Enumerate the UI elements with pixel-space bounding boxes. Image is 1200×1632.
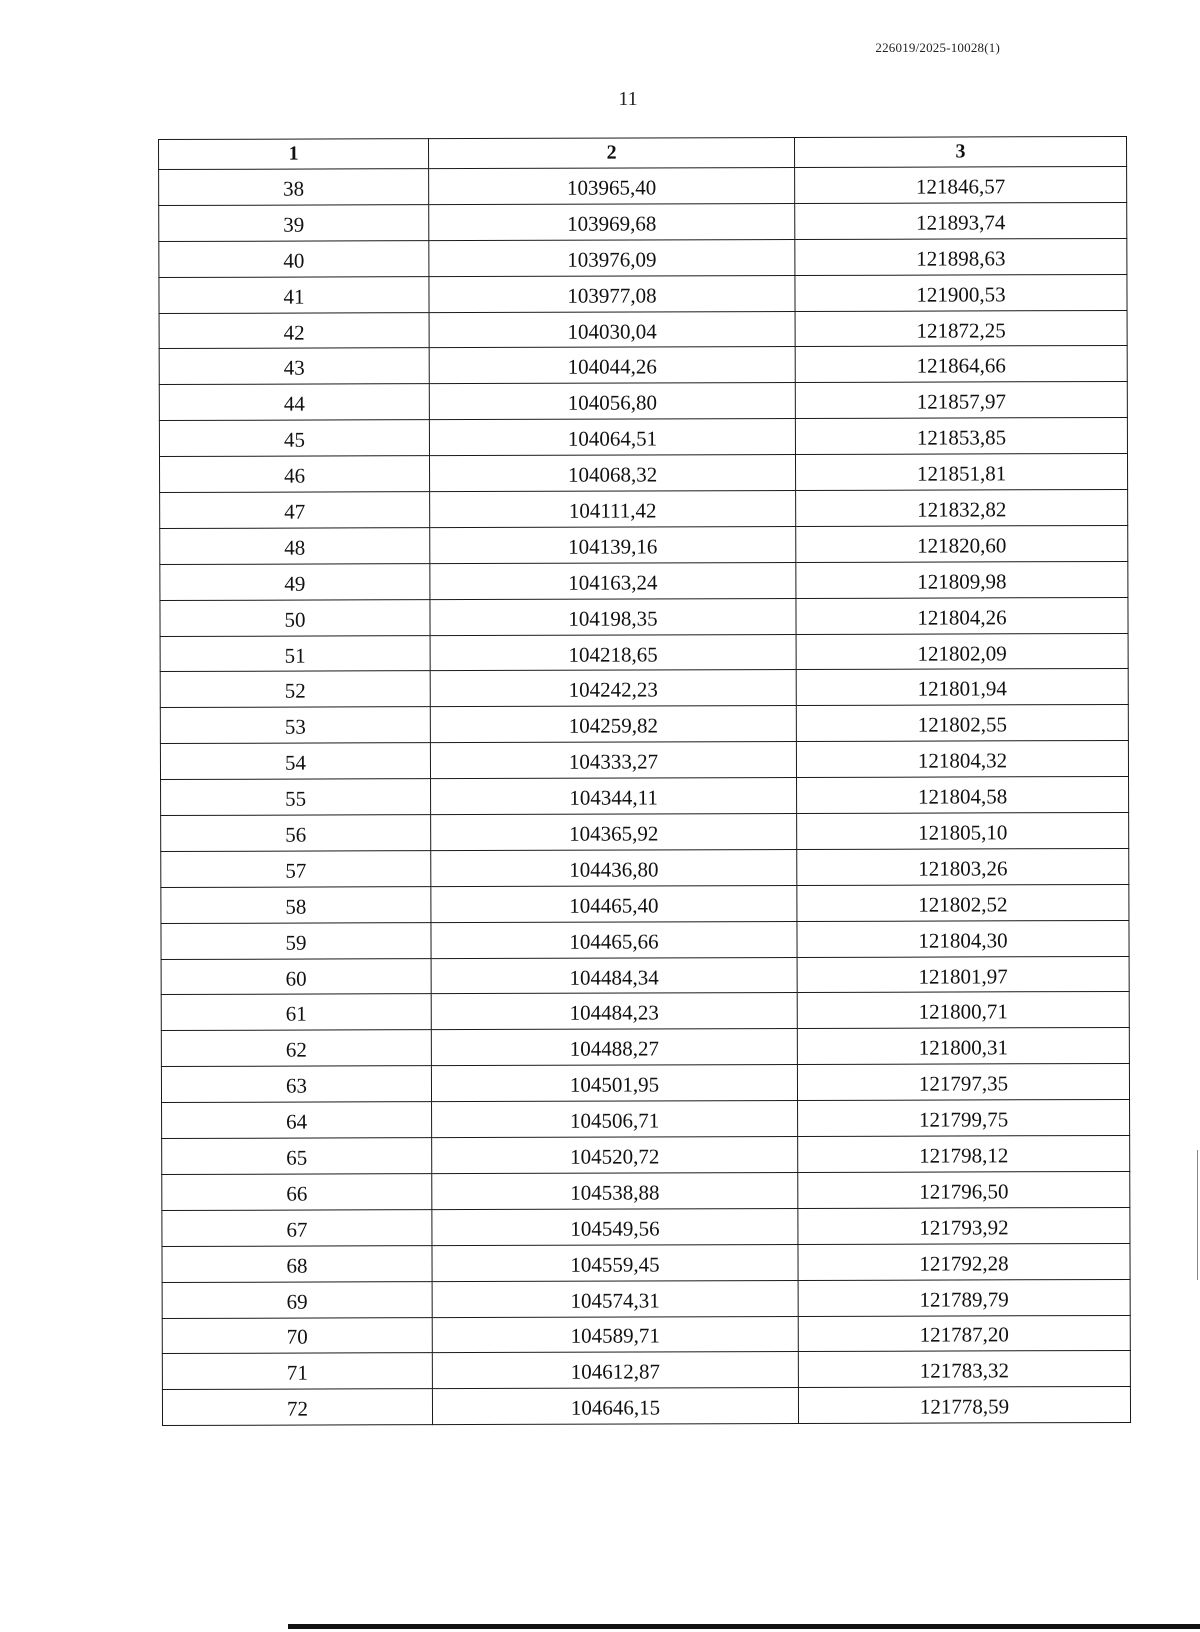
table-row <box>162 1100 1130 1139</box>
table-row <box>161 1064 1129 1103</box>
point-number-cell: 60 <box>161 958 431 995</box>
coordinate-y-cell: 121801,94 <box>796 669 1128 706</box>
point-number-cell: 61 <box>161 994 431 1031</box>
coordinate-y-cell: 121804,32 <box>796 741 1128 778</box>
coordinate-x-cell: 104068,32 <box>429 455 795 492</box>
coordinate-x-cell: 104612,87 <box>432 1352 798 1389</box>
coordinate-y-cell: 121898,63 <box>795 238 1127 275</box>
table-row <box>162 1315 1130 1354</box>
table-row <box>161 777 1129 816</box>
point-number-cell: 45 <box>159 420 429 457</box>
point-number-cell: 38 <box>159 169 429 206</box>
coordinate-y-cell: 121864,66 <box>795 346 1127 383</box>
coordinate-x-cell: 104488,27 <box>431 1029 797 1066</box>
table-row <box>161 1028 1129 1067</box>
coordinate-y-cell: 121872,25 <box>795 310 1127 347</box>
table-row <box>162 1171 1130 1210</box>
table-row <box>159 346 1127 385</box>
coordinate-y-cell: 121792,28 <box>798 1243 1130 1280</box>
point-number-cell: 71 <box>162 1353 432 1390</box>
coordinate-y-cell: 121802,52 <box>797 884 1129 921</box>
point-number-cell: 41 <box>159 276 429 313</box>
column-header: 3 <box>794 136 1126 167</box>
point-number-cell: 62 <box>161 1030 431 1067</box>
table-row <box>159 238 1127 277</box>
point-number-cell: 46 <box>159 456 429 493</box>
coordinate-x-cell: 104436,80 <box>431 849 797 886</box>
point-number-cell: 69 <box>162 1281 432 1318</box>
coordinate-x-cell: 103976,09 <box>429 239 795 276</box>
column-header: 1 <box>159 139 429 170</box>
coordinate-x-cell: 104559,45 <box>432 1244 798 1281</box>
table-row <box>160 597 1128 636</box>
coordinate-x-cell: 104111,42 <box>430 491 796 528</box>
table-row <box>160 561 1128 600</box>
table-row <box>159 310 1127 349</box>
point-number-cell: 64 <box>162 1102 432 1139</box>
table-body <box>159 166 1131 1425</box>
coordinate-x-cell: 104163,24 <box>430 562 796 599</box>
point-number-cell: 56 <box>161 815 431 852</box>
coordinate-y-cell: 121805,10 <box>797 812 1129 849</box>
table-row <box>159 418 1127 457</box>
column-header: 2 <box>429 138 795 169</box>
coordinate-x-cell: 104484,23 <box>431 993 797 1030</box>
coordinate-x-cell: 103977,08 <box>429 275 795 312</box>
table-row <box>162 1243 1130 1282</box>
point-number-cell: 43 <box>159 348 429 385</box>
coordinate-x-cell: 104520,72 <box>432 1137 798 1174</box>
coordinate-y-cell: 121796,50 <box>798 1171 1130 1208</box>
point-number-cell: 49 <box>160 563 430 600</box>
coordinate-y-cell: 121798,12 <box>798 1135 1130 1172</box>
coordinate-x-cell: 103969,68 <box>429 203 795 240</box>
coordinate-y-cell: 121797,35 <box>797 1064 1129 1101</box>
coordinate-y-cell: 121800,31 <box>797 1028 1129 1065</box>
coordinate-y-cell: 121900,53 <box>795 274 1127 311</box>
table-row <box>162 1279 1130 1318</box>
table-row <box>160 705 1128 744</box>
table-row <box>162 1387 1130 1426</box>
table-row <box>161 848 1129 887</box>
coordinate-x-cell: 104344,11 <box>431 778 797 815</box>
coordinate-x-cell: 104484,34 <box>431 957 797 994</box>
coordinate-x-cell: 104139,16 <box>430 526 796 563</box>
coordinate-y-cell: 121802,09 <box>796 633 1128 670</box>
coordinate-y-cell: 121846,57 <box>795 166 1127 203</box>
table-row <box>161 956 1129 995</box>
table-row <box>159 166 1127 205</box>
coordinate-x-cell: 104465,40 <box>431 885 797 922</box>
coordinate-y-cell: 121893,74 <box>795 202 1127 239</box>
coordinate-x-cell: 104538,88 <box>432 1172 798 1209</box>
table-row <box>162 1351 1130 1390</box>
coordinate-x-cell: 104465,66 <box>431 921 797 958</box>
coordinate-y-cell: 121778,59 <box>798 1387 1130 1424</box>
point-number-cell: 67 <box>162 1209 432 1246</box>
point-number-cell: 52 <box>160 671 430 708</box>
table-row <box>161 992 1129 1031</box>
point-number-cell: 63 <box>161 1066 431 1103</box>
table-row <box>161 812 1129 851</box>
point-number-cell: 53 <box>160 707 430 744</box>
coordinate-y-cell: 121857,97 <box>795 382 1127 419</box>
table-row <box>161 884 1129 923</box>
coordinate-x-cell: 104030,04 <box>429 311 795 348</box>
table-row <box>159 274 1127 313</box>
coordinate-x-cell: 104218,65 <box>430 634 796 671</box>
point-number-cell: 42 <box>159 312 429 349</box>
table-row <box>159 454 1127 493</box>
point-number-cell: 54 <box>160 743 430 780</box>
coordinate-y-cell: 121832,82 <box>796 489 1128 526</box>
point-number-cell: 48 <box>160 528 430 565</box>
coordinate-y-cell: 121787,20 <box>798 1315 1130 1352</box>
point-number-cell: 57 <box>161 851 431 888</box>
point-number-cell: 47 <box>160 492 430 529</box>
table-row <box>162 1135 1130 1174</box>
coordinate-x-cell: 104259,82 <box>430 706 796 743</box>
coordinate-y-cell: 121804,26 <box>796 597 1128 634</box>
coordinate-x-cell: 104506,71 <box>432 1101 798 1138</box>
point-number-cell: 59 <box>161 922 431 959</box>
point-number-cell: 70 <box>162 1317 432 1354</box>
table-row <box>160 525 1128 564</box>
coordinate-x-cell: 104501,95 <box>431 1065 797 1102</box>
table-row <box>160 633 1128 672</box>
point-number-cell: 58 <box>161 886 431 923</box>
coordinates-table <box>158 136 1131 1426</box>
page-number: 11 <box>618 88 638 110</box>
coordinate-x-cell: 104549,56 <box>432 1208 798 1245</box>
table-row <box>161 920 1129 959</box>
coordinate-x-cell: 104044,26 <box>429 347 795 384</box>
table-row <box>160 741 1128 780</box>
point-number-cell: 51 <box>160 635 430 672</box>
table-header-row <box>159 136 1127 169</box>
coordinate-x-cell: 104589,71 <box>432 1316 798 1353</box>
point-number-cell: 55 <box>161 779 431 816</box>
coordinate-x-cell: 104056,80 <box>429 383 795 420</box>
point-number-cell: 40 <box>159 240 429 277</box>
point-number-cell: 44 <box>159 384 429 421</box>
point-number-cell: 66 <box>162 1174 432 1211</box>
table-row <box>160 489 1128 528</box>
table-row <box>160 669 1128 708</box>
bottom-rule <box>288 1624 1200 1629</box>
coordinate-y-cell: 121800,71 <box>797 992 1129 1029</box>
point-number-cell: 50 <box>160 599 430 636</box>
document-id: 226019/2025-10028(1) <box>875 40 1000 55</box>
coordinate-y-cell: 121793,92 <box>798 1207 1130 1244</box>
coordinate-y-cell: 121804,58 <box>797 777 1129 814</box>
coordinate-y-cell: 121799,75 <box>798 1100 1130 1137</box>
point-number-cell: 68 <box>162 1245 432 1282</box>
scan-edge-mark <box>1197 1150 1198 1280</box>
coordinate-y-cell: 121809,98 <box>796 561 1128 598</box>
coordinate-y-cell: 121783,32 <box>798 1351 1130 1388</box>
coordinate-x-cell: 104242,23 <box>430 670 796 707</box>
coordinate-x-cell: 103965,40 <box>429 168 795 205</box>
coordinate-x-cell: 104198,35 <box>430 598 796 635</box>
coordinate-x-cell: 104646,15 <box>432 1388 798 1425</box>
coordinate-y-cell: 121789,79 <box>798 1279 1130 1316</box>
coordinate-y-cell: 121802,55 <box>796 705 1128 742</box>
table-row <box>159 202 1127 241</box>
coordinate-y-cell: 121803,26 <box>797 848 1129 885</box>
point-number-cell: 65 <box>162 1138 432 1175</box>
coordinate-y-cell: 121801,97 <box>797 956 1129 993</box>
coordinate-x-cell: 104333,27 <box>430 742 796 779</box>
point-number-cell: 72 <box>162 1389 432 1426</box>
coordinate-y-cell: 121851,81 <box>795 454 1127 491</box>
point-number-cell: 39 <box>159 205 429 242</box>
coordinate-x-cell: 104365,92 <box>431 814 797 851</box>
coordinate-y-cell: 121804,30 <box>797 920 1129 957</box>
table-row <box>159 382 1127 421</box>
coordinate-x-cell: 104064,51 <box>429 419 795 456</box>
coordinate-x-cell: 104574,31 <box>432 1280 798 1317</box>
coordinate-y-cell: 121820,60 <box>796 525 1128 562</box>
table-row <box>162 1207 1130 1246</box>
coordinate-y-cell: 121853,85 <box>795 418 1127 455</box>
